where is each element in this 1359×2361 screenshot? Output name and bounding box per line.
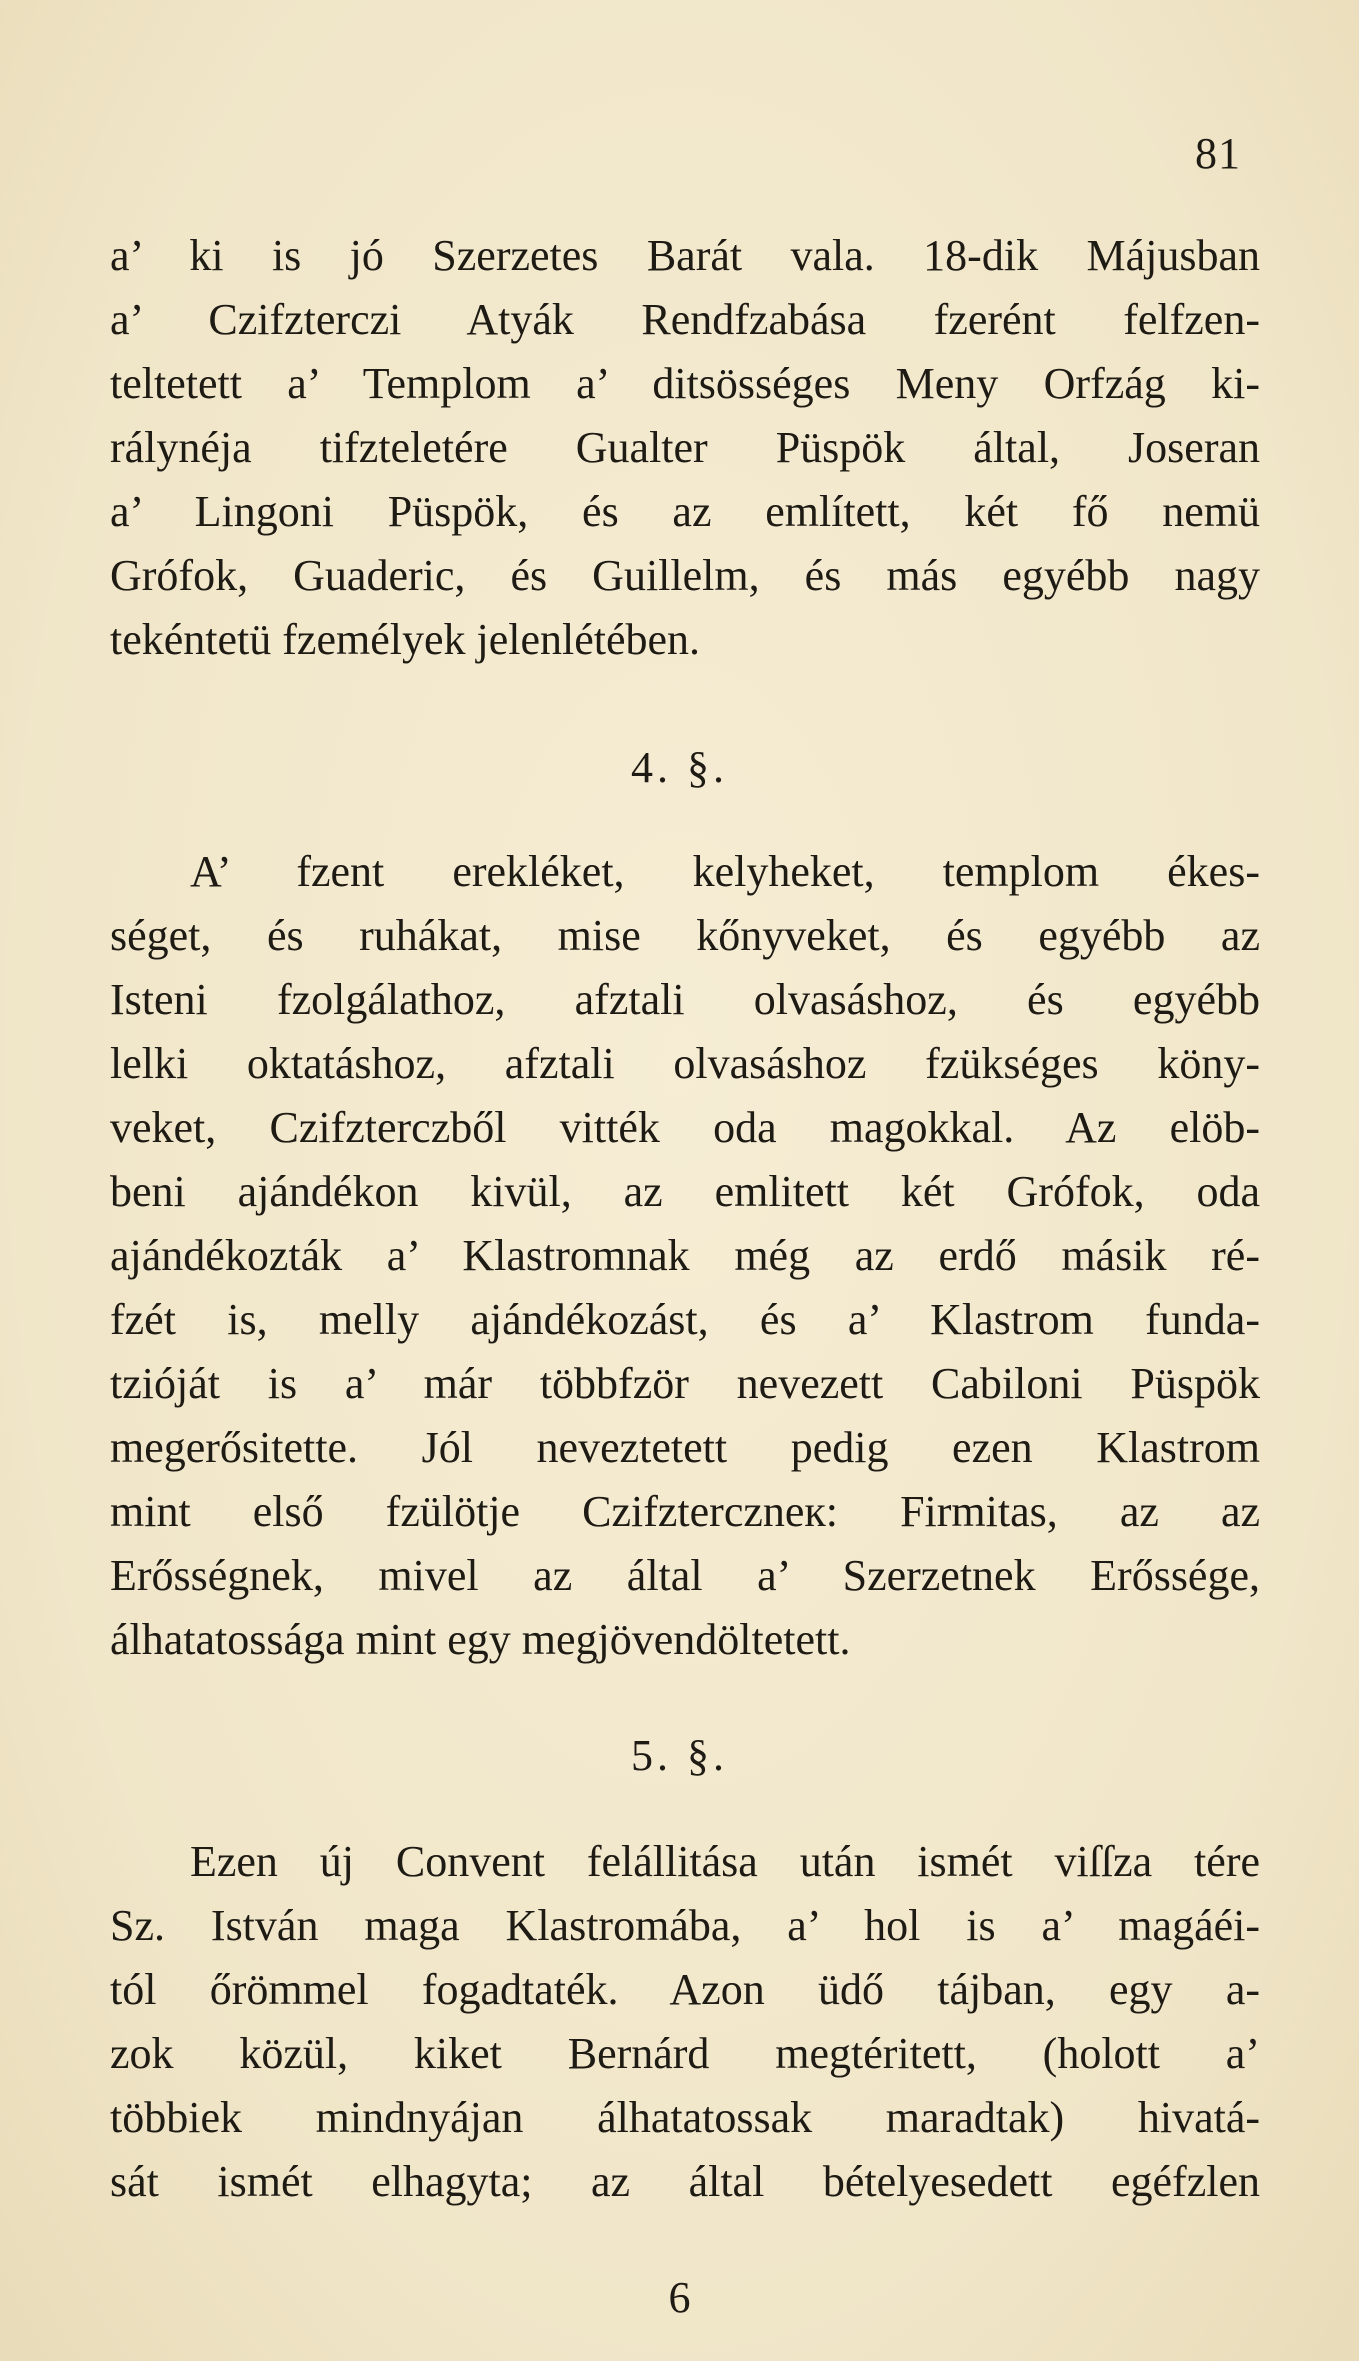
text-line: mint első fzülötje Czifzterczneк: Firmitas, az az <box>110 1487 1260 1536</box>
text-line: Grófok, Guaderic, és Guillelm, és más egyébb nagy <box>110 551 1260 600</box>
text-line: többiek mindnyájan álhatatossak maradtak) hivatá- <box>110 2093 1260 2142</box>
section-4-paragraph <box>110 840 1260 1672</box>
text-line: séget, és ruhákat, mise kőnyveket, és egyébb az <box>110 911 1260 960</box>
signature-mark: 6 <box>668 2273 691 2322</box>
text-line: zok közül, kiket Bernárd megtéritett, (holott a’ <box>110 2029 1260 2078</box>
text-line: tzióját is a’ már többfzör nevezett Cabiloni Püspök <box>110 1359 1260 1408</box>
text-line: lelki oktatáshoz, afztali olvasáshoz fzükséges köny- <box>110 1039 1260 1088</box>
text-line: tekéntetü fzemélyek jelenlétében. <box>110 615 701 664</box>
text-line: Erősségnek, mivel az által a’ Szerzetnek Erőssége, <box>110 1551 1260 1600</box>
text-line: a’ Lingoni Püspök, és az említett, két fő nemü <box>110 487 1260 536</box>
text-line: veket, Czifzterczből vitték oda magokkal. Az elöb- <box>110 1103 1260 1152</box>
text-line: ajándékozták a’ Klastromnak még az erdő másik ré- <box>110 1231 1260 1280</box>
text-line: tól őrömmel fogadtaték. Azon üdő tájban, egy a- <box>110 1965 1260 2014</box>
text-line: teltetett a’ Templom a’ ditsösséges Meny Orfzág ki- <box>110 359 1260 408</box>
text-line: fzét is, melly ajándékozást, és a’ Klastrom funda- <box>110 1295 1260 1344</box>
section-heading-4: 4. §. <box>631 743 728 792</box>
text-line: rálynéja tifzteletére Gualter Püspök által, Joseran <box>110 423 1260 472</box>
text-line: megerősitette. Jól neveztetett pedig ezen Klastrom <box>110 1423 1260 1472</box>
section-heading-5: 5. §. <box>631 1731 728 1780</box>
text-line: beni ajándékon kivül, az emlitett két Grófok, oda <box>110 1167 1260 1216</box>
paragraph-continuation <box>110 224 1260 672</box>
text-line: álhatatossága mint egy megjövendöltetett. <box>110 1615 851 1664</box>
section-5-paragraph <box>110 1830 1260 2214</box>
text-line: Isteni fzolgálathoz, afztali olvasáshoz, és egyébb <box>110 975 1260 1024</box>
text-line: a’ Czifzterczi Atyák Rendfzabása fzerént felfzen- <box>110 295 1260 344</box>
text-line: A’ fzent erekléket, kelyheket, templom ékes- <box>190 847 1260 896</box>
page-number: 81 <box>1195 129 1241 178</box>
text-line: Ezen új Convent felállitása után ismét viſſza tére <box>190 1837 1260 1886</box>
text-line: Sz. István maga Klastromába, a’ hol is a’ magáéi- <box>110 1901 1260 1950</box>
text-line: a’ ki is jó Szerzetes Barát vala. 18-dik Májusban <box>110 231 1260 280</box>
text-line: sát ismét elhagyta; az által bételyesedett egéfzlen <box>110 2157 1260 2206</box>
